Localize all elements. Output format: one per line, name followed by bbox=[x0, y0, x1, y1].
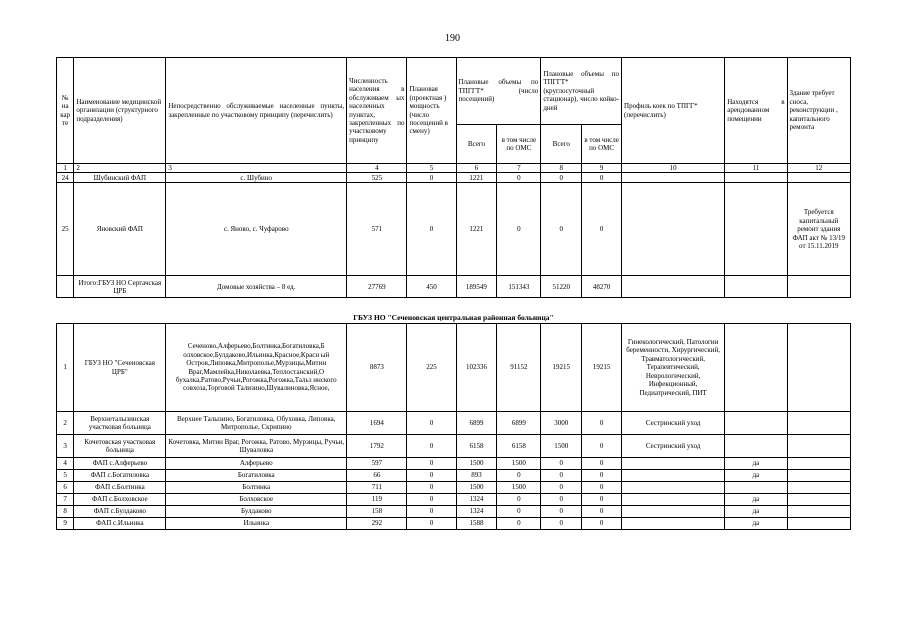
header-served-points: Непосредственно обслуживаемые населенные пункты, закрепленные по участковому принципу (перечислить) bbox=[166, 58, 347, 164]
row-visits-oms: 0 bbox=[497, 506, 541, 518]
row-repair bbox=[787, 482, 850, 494]
header-capacity: Плановая (проектная ) мощность (число посещений в смену) bbox=[407, 58, 456, 164]
total-visits-total: 189549 bbox=[456, 276, 497, 298]
row-beds-oms: 0 bbox=[582, 506, 622, 518]
row-points: с. Шубино bbox=[166, 173, 347, 183]
row-profile bbox=[622, 494, 725, 506]
total-visits-oms: 151343 bbox=[497, 276, 541, 298]
row-beds-oms: 0 bbox=[582, 482, 622, 494]
col-number: 8 bbox=[541, 164, 582, 173]
row-beds-total: 0 bbox=[541, 458, 582, 470]
row-capacity: 0 bbox=[407, 173, 456, 183]
row-beds-total: 1500 bbox=[541, 435, 582, 458]
total-capacity: 450 bbox=[407, 276, 456, 298]
row-points: Алферьево bbox=[166, 458, 347, 470]
col-number: 7 bbox=[497, 164, 541, 173]
row-points: Кочетовка, Митин Враг, Рогожка, Ратово, Мурзицы, Ручьи, Шуваловка bbox=[166, 435, 347, 458]
col-number: 11 bbox=[725, 164, 787, 173]
header-rented: Находятся в арендованном помещении bbox=[725, 58, 787, 164]
row-visits-total: 1500 bbox=[456, 458, 497, 470]
row-beds-oms: 0 bbox=[582, 494, 622, 506]
row-repair bbox=[787, 494, 850, 506]
table-row bbox=[57, 494, 851, 506]
row-visits-oms: 0 bbox=[497, 183, 541, 276]
row-rented bbox=[725, 324, 787, 412]
row-rented bbox=[725, 482, 787, 494]
row-profile bbox=[622, 518, 725, 530]
row-org: ФАП с.Богатиловка bbox=[74, 470, 166, 482]
row-population: 8873 bbox=[347, 324, 407, 412]
row-num: 8 bbox=[57, 506, 74, 518]
row-beds-total: 0 bbox=[541, 183, 582, 276]
row-points: Сеченово,Алферьево,Болтинка,Богатиловка,Б олховское,Булдаково,Ильинка,Красное,Красн ый Остров,Липовка,Митрополье,Мурзицы,Митин Враг,Мамлейка,Николаевка,Теплостанский,О бухалка,Ратово,Ручьи,Рогожка,Рогожка,Тальз инского совхоза,Торговой Тализино,Шувалиновка,Ясное, bbox=[166, 324, 347, 412]
row-profile: Сестринский уход bbox=[622, 412, 725, 435]
table-row bbox=[57, 435, 851, 458]
total-population: 27769 bbox=[347, 276, 407, 298]
row-visits-total: 1221 bbox=[456, 173, 497, 183]
row-num: 5 bbox=[57, 470, 74, 482]
row-profile bbox=[622, 183, 725, 276]
row-rented bbox=[725, 183, 787, 276]
row-capacity: 0 bbox=[407, 470, 456, 482]
row-capacity: 0 bbox=[407, 482, 456, 494]
row-capacity: 0 bbox=[407, 494, 456, 506]
total-beds-oms: 48270 bbox=[582, 276, 622, 298]
row-repair: Требуется капитальный ремонт здания ФАП акт № 13/19 от 15.11.2019 bbox=[787, 183, 850, 276]
row-rented: да bbox=[725, 470, 787, 482]
row-profile bbox=[622, 482, 725, 494]
row-profile: Гинекологический, Патологии беременности, Хирургический, Травматологический, Терапевтический, Неврологический, Инфекционный, Педиатрический, ПИТ bbox=[622, 324, 725, 412]
col-number: 9 bbox=[582, 164, 622, 173]
row-rented: да bbox=[725, 518, 787, 530]
row-profile bbox=[622, 470, 725, 482]
header-visits-oms: в том числе по ОМС bbox=[497, 125, 541, 164]
row-num: 25 bbox=[57, 183, 74, 276]
row-visits-oms: 6158 bbox=[497, 435, 541, 458]
row-visits-total: 102336 bbox=[456, 324, 497, 412]
total-points: Домовые хозяйства – 8 ед. bbox=[166, 276, 347, 298]
row-visits-oms: 6899 bbox=[497, 412, 541, 435]
row-beds-oms: 0 bbox=[582, 183, 622, 276]
row-capacity: 0 bbox=[407, 412, 456, 435]
header-population: Численность населения в обслуживаем ых населенных пунктах, закрепленных по участковому принципу bbox=[347, 58, 407, 164]
row-beds-oms: 0 bbox=[582, 412, 622, 435]
col-number: 12 bbox=[787, 164, 850, 173]
row-repair bbox=[787, 518, 850, 530]
total-profile bbox=[622, 276, 725, 298]
header-bed-profile: Профиль коек по ТПГГ* (перечислить) bbox=[622, 58, 725, 164]
table-row bbox=[57, 470, 851, 482]
col-number: 6 bbox=[456, 164, 497, 173]
table-row bbox=[57, 518, 851, 530]
facilities-table-bottom bbox=[56, 323, 851, 530]
row-visits-total: 6158 bbox=[456, 435, 497, 458]
row-visits-total: 6899 bbox=[456, 412, 497, 435]
row-beds-oms: 19215 bbox=[582, 324, 622, 412]
row-rented: да bbox=[725, 494, 787, 506]
row-org: ФАП с.Булдаково bbox=[74, 506, 166, 518]
row-num: 2 bbox=[57, 412, 74, 435]
row-population: 158 bbox=[347, 506, 407, 518]
row-visits-total: 1500 bbox=[456, 482, 497, 494]
row-rented: да bbox=[725, 506, 787, 518]
row-visits-oms: 0 bbox=[497, 470, 541, 482]
header-planned-beds: Плановые объемы по ТПГГТ* (круглосуточный стационар), число койко-дней bbox=[541, 58, 622, 125]
row-capacity: 0 bbox=[407, 183, 456, 276]
row-org: ФАП с.Болтинка bbox=[74, 482, 166, 494]
row-profile bbox=[622, 506, 725, 518]
table-row bbox=[57, 412, 851, 435]
header-planned-visits: Плановые объемы по ТПГГТ* (число посещений) bbox=[456, 58, 541, 125]
row-beds-oms: 0 bbox=[582, 458, 622, 470]
row-visits-total: 1324 bbox=[456, 494, 497, 506]
row-num: 1 bbox=[57, 324, 74, 412]
row-num: 3 bbox=[57, 435, 74, 458]
row-num: 6 bbox=[57, 482, 74, 494]
row-beds-total: 0 bbox=[541, 506, 582, 518]
total-beds-total: 51220 bbox=[541, 276, 582, 298]
row-capacity: 0 bbox=[407, 458, 456, 470]
facilities-table-top bbox=[56, 57, 851, 298]
row-repair bbox=[787, 173, 850, 183]
header-num: № на кар те bbox=[57, 58, 74, 164]
header-visits-total: Всего bbox=[456, 125, 497, 164]
row-rented: да bbox=[725, 458, 787, 470]
table-row bbox=[57, 173, 851, 183]
row-visits-oms: 1500 bbox=[497, 458, 541, 470]
row-org: Яновский ФАП bbox=[74, 183, 166, 276]
row-points: с. Яново, с. Чуфарово bbox=[166, 183, 347, 276]
table-row bbox=[57, 324, 851, 412]
row-points: Ильинка bbox=[166, 518, 347, 530]
col-number: 2 bbox=[74, 164, 166, 173]
row-population: 1694 bbox=[347, 412, 407, 435]
row-visits-total: 1221 bbox=[456, 183, 497, 276]
row-beds-oms: 0 bbox=[582, 470, 622, 482]
row-capacity: 0 bbox=[407, 435, 456, 458]
table-row bbox=[57, 458, 851, 470]
row-org: ФАП с.Болховское bbox=[74, 494, 166, 506]
row-profile: Сестринский уход bbox=[622, 435, 725, 458]
row-repair bbox=[787, 458, 850, 470]
row-beds-total: 0 bbox=[541, 518, 582, 530]
row-org: ГБУЗ НО "Сеченовская ЦРБ" bbox=[74, 324, 166, 412]
row-visits-total: 1324 bbox=[456, 506, 497, 518]
col-number: 4 bbox=[347, 164, 407, 173]
row-rented bbox=[725, 435, 787, 458]
row-beds-oms: 0 bbox=[582, 173, 622, 183]
row-org: Верхнеталызинская участковая больница bbox=[74, 412, 166, 435]
row-capacity: 0 bbox=[407, 518, 456, 530]
row-repair bbox=[787, 470, 850, 482]
row-beds-oms: 0 bbox=[582, 435, 622, 458]
row-rented bbox=[725, 173, 787, 183]
row-points: Богатиловка bbox=[166, 470, 347, 482]
row-capacity: 225 bbox=[407, 324, 456, 412]
row-population: 525 bbox=[347, 173, 407, 183]
row-population: 571 bbox=[347, 183, 407, 276]
total-repair bbox=[787, 276, 850, 298]
row-org: Шубинский ФАП bbox=[74, 173, 166, 183]
row-population: 119 bbox=[347, 494, 407, 506]
row-num: 24 bbox=[57, 173, 74, 183]
row-visits-total: 893 bbox=[456, 470, 497, 482]
total-org: Итого:ГБУЗ НО Сергачская ЦРБ bbox=[74, 276, 166, 298]
row-beds-total: 0 bbox=[541, 173, 582, 183]
page-number: 190 bbox=[445, 33, 460, 44]
header-needs-work: Здание требует сноса, реконструкции , капитального ремонта bbox=[787, 58, 850, 164]
row-population: 597 bbox=[347, 458, 407, 470]
section-title: ГБУЗ НО "Сеченовская центральная районная больница" bbox=[353, 313, 554, 322]
row-repair bbox=[787, 435, 850, 458]
row-population: 292 bbox=[347, 518, 407, 530]
row-points: Болтинка bbox=[166, 482, 347, 494]
row-repair bbox=[787, 506, 850, 518]
row-beds-total: 0 bbox=[541, 470, 582, 482]
col-number: 3 bbox=[166, 164, 347, 173]
row-capacity: 0 bbox=[407, 506, 456, 518]
row-visits-oms: 0 bbox=[497, 173, 541, 183]
row-beds-total: 19215 bbox=[541, 324, 582, 412]
col-number: 10 bbox=[622, 164, 725, 173]
row-visits-oms: 1500 bbox=[497, 482, 541, 494]
col-number: 1 bbox=[57, 164, 74, 173]
row-population: 711 bbox=[347, 482, 407, 494]
table-row bbox=[57, 482, 851, 494]
row-visits-oms: 91152 bbox=[497, 324, 541, 412]
row-beds-total: 3000 bbox=[541, 412, 582, 435]
row-org: ФАП с.Алферьево bbox=[74, 458, 166, 470]
total-rented bbox=[725, 276, 787, 298]
row-num: 4 bbox=[57, 458, 74, 470]
row-beds-total: 0 bbox=[541, 494, 582, 506]
row-num: 9 bbox=[57, 518, 74, 530]
table-row bbox=[57, 506, 851, 518]
row-profile bbox=[622, 173, 725, 183]
header-beds-oms: в том числе по ОМС bbox=[582, 125, 622, 164]
col-number: 5 bbox=[407, 164, 456, 173]
row-org: Кочетовская участковая больница bbox=[74, 435, 166, 458]
total-row bbox=[57, 276, 851, 298]
row-points: Болховское bbox=[166, 494, 347, 506]
row-population: 1792 bbox=[347, 435, 407, 458]
column-numbers-row bbox=[57, 164, 851, 173]
row-population: 66 bbox=[347, 470, 407, 482]
header-org-name: Наименование медицинской организации (структурного подразделения) bbox=[74, 58, 166, 164]
row-repair bbox=[787, 412, 850, 435]
row-points: Булдаково bbox=[166, 506, 347, 518]
row-num: 7 bbox=[57, 494, 74, 506]
row-visits-total: 1588 bbox=[456, 518, 497, 530]
row-visits-oms: 0 bbox=[497, 518, 541, 530]
row-rented bbox=[725, 412, 787, 435]
row-beds-oms: 0 bbox=[582, 518, 622, 530]
header-beds-total: Всего bbox=[541, 125, 582, 164]
table-row bbox=[57, 183, 851, 276]
row-profile bbox=[622, 458, 725, 470]
row-beds-total: 0 bbox=[541, 482, 582, 494]
row-org: ФАП с.Ильинка bbox=[74, 518, 166, 530]
total-num bbox=[57, 276, 74, 298]
row-visits-oms: 0 bbox=[497, 494, 541, 506]
row-points: Верхнее Талызино, Богатиловка, Обуховка, Липовка, Митрополье, Скрипино bbox=[166, 412, 347, 435]
row-repair bbox=[787, 324, 850, 412]
